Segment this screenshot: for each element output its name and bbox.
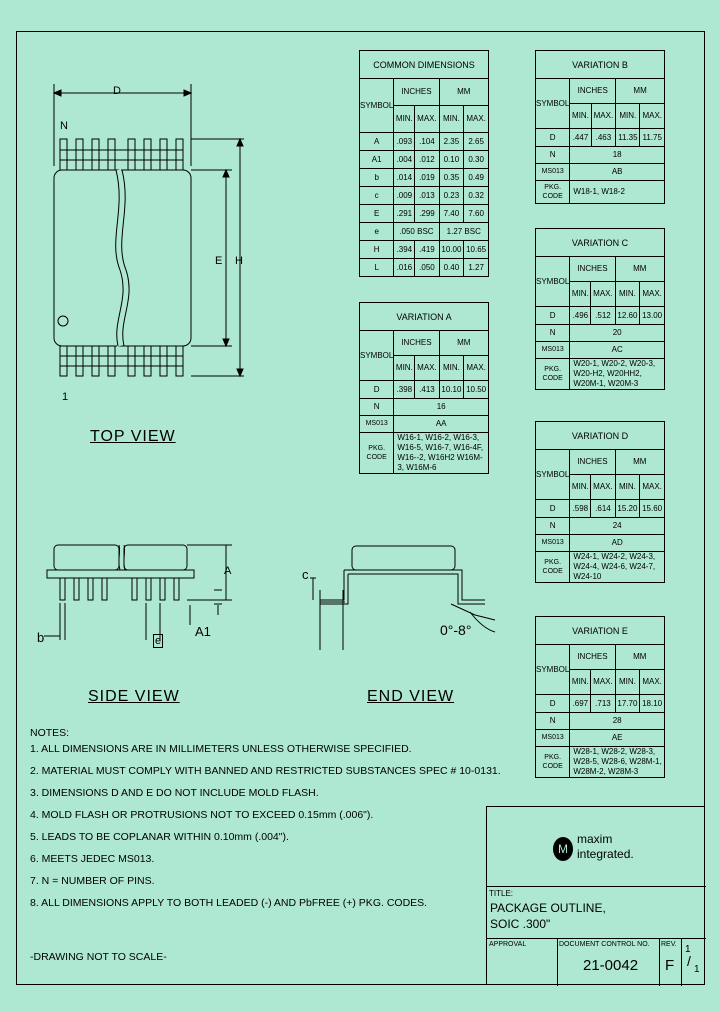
drawing-scale-note: -DRAWING NOT TO SCALE- [30, 951, 167, 963]
value-cell: 7.40 [439, 205, 464, 223]
pkg-code-label: PKG. CODE [536, 359, 570, 390]
value-cell: .050 BSC [394, 223, 439, 241]
common-title: COMMON DIMENSIONS [360, 51, 489, 79]
min-header: MIN. [616, 104, 640, 129]
pkg-code-label: PKG. CODE [536, 747, 570, 778]
symbol-cell: A1 [360, 151, 394, 169]
symbol-cell: c [360, 187, 394, 205]
rev-label: REV. [661, 941, 677, 948]
min-header: MIN. [615, 475, 640, 500]
common-row [360, 241, 489, 259]
ms013-value: AC [570, 342, 665, 359]
d-value: 15.60 [640, 500, 665, 518]
pin1-marker [58, 316, 68, 326]
value-cell: 7.60 [464, 205, 489, 223]
side-view-label: SIDE VIEW [88, 688, 180, 705]
common-dimensions-table [359, 50, 489, 277]
inches-header: INCHES [570, 79, 616, 104]
n-symbol: N [536, 713, 570, 730]
value-cell: 1.27 BSC [439, 223, 488, 241]
value-cell: 0.32 [464, 187, 489, 205]
n-symbol: N [536, 325, 570, 342]
title-block [486, 806, 705, 985]
variation-title: VARIATION B [536, 51, 665, 79]
symbol-cell: E [360, 205, 394, 223]
common-row [360, 151, 489, 169]
d-value: .463 [591, 129, 615, 147]
max-header: MAX. [591, 104, 615, 129]
max-header: MAX. [464, 356, 489, 381]
value-cell: .012 [415, 151, 439, 169]
d-value: 10.50 [464, 381, 489, 399]
doc-control-label: DOCUMENT CONTROL NO. [559, 941, 650, 948]
ms013-value: AB [570, 164, 665, 181]
value-cell: .013 [415, 187, 439, 205]
min-header: MIN. [615, 670, 640, 695]
inches-header: INCHES [570, 257, 615, 282]
mm-header: MM [615, 257, 664, 282]
n-symbol: N [536, 147, 570, 164]
d-value: .398 [394, 381, 415, 399]
symbol-header: SYMBOL [360, 79, 394, 133]
value-cell: 0.30 [464, 151, 489, 169]
symbol-cell: H [360, 241, 394, 259]
brand-line2: integrated. [577, 847, 634, 861]
n-value: 16 [394, 399, 489, 416]
variation-title: VARIATION D [536, 422, 665, 450]
max-header: MAX. [640, 670, 665, 695]
symbol-cell: L [360, 259, 394, 277]
d-value: 12.60 [615, 307, 640, 325]
d-value: .512 [591, 307, 615, 325]
mm-header: MM [616, 79, 665, 104]
max-header: MAX. [464, 106, 489, 133]
common-row [360, 205, 489, 223]
common-row [360, 133, 489, 151]
doc-number: 21-0042 [583, 957, 639, 974]
value-cell: 1.27 [464, 259, 489, 277]
d-value: .614 [591, 500, 615, 518]
min-header: MIN. [394, 106, 415, 133]
value-cell: .291 [394, 205, 415, 223]
note-item: 6. MEETS JEDEC MS013. [30, 853, 155, 865]
label-a: A [224, 565, 232, 577]
ms013-label: MS013 [536, 730, 570, 747]
value-cell: 0.10 [439, 151, 464, 169]
label-h: H [235, 255, 243, 267]
pkg-code-value: W20-1, W20-2, W20-3, W20-H2, W20HH2, W20M-1, W20M-3 [570, 359, 665, 390]
d-symbol: D [536, 500, 570, 518]
common-row [360, 259, 489, 277]
n-value: 24 [570, 518, 665, 535]
min-header: MIN. [439, 106, 464, 133]
value-cell: .004 [394, 151, 415, 169]
ms013-label: MS013 [360, 416, 394, 433]
end-view-label: END VIEW [367, 688, 455, 705]
label-angle: 0°-8° [440, 622, 472, 638]
ms013-value: AD [570, 535, 665, 552]
value-cell: 10.00 [439, 241, 464, 259]
mm-header: MM [615, 645, 664, 670]
symbol-header: SYMBOL [536, 450, 570, 500]
min-header: MIN. [615, 282, 640, 307]
d-symbol: D [536, 695, 570, 713]
top-pins [60, 139, 183, 170]
value-cell: .093 [394, 133, 415, 151]
pkg-code-value: W24-1, W24-2, W24-3, W24-4, W24-6, W24-7, W24-10 [570, 552, 665, 583]
symbol-header: SYMBOL [536, 79, 570, 129]
symbol-header: SYMBOL [536, 645, 570, 695]
d-symbol: D [536, 307, 570, 325]
n-symbol: N [536, 518, 570, 535]
value-cell: .014 [394, 169, 415, 187]
common-row [360, 187, 489, 205]
d-value: 11.75 [640, 129, 665, 147]
label-d: D [113, 85, 121, 97]
value-cell: .394 [394, 241, 415, 259]
value-cell: .419 [415, 241, 439, 259]
pkg-code-label: PKG. CODE [536, 181, 570, 204]
common-row [360, 169, 489, 187]
note-item: 8. ALL DIMENSIONS APPLY TO BOTH LEADED (-) AND PbFREE (+) PKG. CODES. [30, 897, 428, 909]
ms013-label: MS013 [536, 164, 570, 181]
d-value: .697 [570, 695, 591, 713]
d-value: 17.70 [615, 695, 640, 713]
variation-table-var-b [535, 50, 665, 204]
d-symbol: D [360, 381, 394, 399]
value-cell: .104 [415, 133, 439, 151]
pkg-code-value: W18-1, W18-2 [570, 181, 665, 204]
min-header: MIN. [394, 356, 415, 381]
label-a1: A1 [195, 624, 211, 639]
d-value: .598 [570, 500, 591, 518]
d-value: 13.00 [640, 307, 665, 325]
ms013-value: AA [394, 416, 489, 433]
value-cell: 0.23 [439, 187, 464, 205]
note-item: 4. MOLD FLASH OR PROTRUSIONS NOT TO EXCEED 0.15mm (.006"). [30, 809, 374, 821]
n-symbol: N [360, 399, 394, 416]
title-line2: SOIC .300" [490, 917, 551, 931]
max-header: MAX. [591, 670, 615, 695]
mm-header: MM [439, 331, 488, 356]
sheet-slash: / [687, 953, 691, 969]
inches-header: INCHES [570, 645, 615, 670]
n-value: 18 [570, 147, 665, 164]
label-e-pitch: e [155, 635, 162, 647]
min-header: MIN. [570, 104, 591, 129]
note-item: 3. DIMENSIONS D AND E DO NOT INCLUDE MOLD FLASH. [30, 787, 319, 799]
mm-header: MM [439, 79, 488, 106]
d-value: .496 [570, 307, 591, 325]
mm-header: MM [615, 450, 664, 475]
symbol-cell: A [360, 133, 394, 151]
value-cell: .299 [415, 205, 439, 223]
ms013-label: MS013 [536, 535, 570, 552]
bottom-pins [60, 346, 183, 376]
variation-title: VARIATION A [360, 303, 489, 331]
ms013-value: AE [570, 730, 665, 747]
symbol-header: SYMBOL [360, 331, 394, 381]
max-header: MAX. [640, 282, 665, 307]
inches-header: INCHES [570, 450, 615, 475]
d-value: .413 [415, 381, 439, 399]
pkg-code-label: PKG. CODE [360, 433, 394, 474]
label-n: N [60, 120, 68, 132]
notes-heading: NOTES: [30, 727, 70, 739]
min-header: MIN. [570, 670, 591, 695]
note-item: 2. MATERIAL MUST COMPLY WITH BANNED AND RESTRICTED SUBSTANCES SPEC # 10-0131. [30, 765, 501, 777]
min-header: MIN. [570, 282, 591, 307]
variation-title: VARIATION C [536, 229, 665, 257]
max-header: MAX. [640, 104, 665, 129]
variation-table-var-d [535, 421, 665, 583]
symbol-header: SYMBOL [536, 257, 570, 307]
inches-header: INCHES [394, 79, 439, 106]
top-view-label: TOP VIEW [90, 428, 176, 445]
pkg-code-label: PKG. CODE [536, 552, 570, 583]
label-e: E [215, 255, 223, 267]
n-value: 28 [570, 713, 665, 730]
pkg-code-value: W16-1, W16-2, W16-3, W16-5, W16-7, W16-4F, W16--2, W16H2 W16M-3, W16M-6 [394, 433, 489, 474]
d-value: 18.10 [640, 695, 665, 713]
d-value: .713 [591, 695, 615, 713]
note-item: 1. ALL DIMENSIONS ARE IN MILLIMETERS UNLESS OTHERWISE SPECIFIED. [30, 743, 412, 755]
value-cell: 2.65 [464, 133, 489, 151]
label-b: b [37, 630, 45, 645]
approval-label: APPROVAL [489, 941, 527, 948]
value-cell: 0.35 [439, 169, 464, 187]
inches-header: INCHES [394, 331, 439, 356]
max-header: MAX. [591, 475, 615, 500]
variation-table-var-a [359, 302, 489, 474]
value-cell: .050 [415, 259, 439, 277]
min-header: MIN. [439, 356, 464, 381]
value-cell: 0.49 [464, 169, 489, 187]
sheet-number: 1 [685, 944, 691, 955]
variation-title: VARIATION E [536, 617, 665, 645]
symbol-cell: b [360, 169, 394, 187]
symbol-cell: e [360, 223, 394, 241]
variation-table-var-c [535, 228, 665, 390]
side-leads [60, 578, 179, 600]
sheet-total: 1 [694, 964, 700, 975]
d-value: 11.35 [616, 129, 640, 147]
min-header: MIN. [570, 475, 591, 500]
d-value: 10.10 [439, 381, 464, 399]
ms013-label: MS013 [536, 342, 570, 359]
d-symbol: D [536, 129, 570, 147]
rev-value: F [665, 957, 675, 974]
max-header: MAX. [640, 475, 665, 500]
title-line1: PACKAGE OUTLINE, [490, 901, 606, 915]
brand-line1: maxim [577, 832, 613, 846]
common-row [360, 223, 489, 241]
maxim-logo-icon: M [553, 837, 573, 861]
note-item: 7. N = NUMBER OF PINS. [30, 875, 155, 887]
value-cell: .016 [394, 259, 415, 277]
value-cell: .019 [415, 169, 439, 187]
value-cell: 0.40 [439, 259, 464, 277]
n-value: 20 [570, 325, 665, 342]
value-cell: 10.65 [464, 241, 489, 259]
d-value: 15.20 [615, 500, 640, 518]
max-header: MAX. [415, 356, 439, 381]
label-c: c [302, 567, 309, 582]
d-value: .447 [570, 129, 591, 147]
variation-table-var-e [535, 616, 665, 778]
value-cell: .009 [394, 187, 415, 205]
note-item: 5. LEADS TO BE COPLANAR WITHIN 0.10mm (.004"). [30, 831, 289, 843]
value-cell: 2.35 [439, 133, 464, 151]
label-pin1: 1 [62, 391, 69, 403]
max-header: MAX. [591, 282, 615, 307]
title-label: TITLE: [489, 889, 514, 898]
pkg-code-value: W28-1, W28-2, W28-3, W28-5, W28-6, W28M-1, W28M-2, W28M-3 [570, 747, 665, 778]
max-header: MAX. [415, 106, 439, 133]
